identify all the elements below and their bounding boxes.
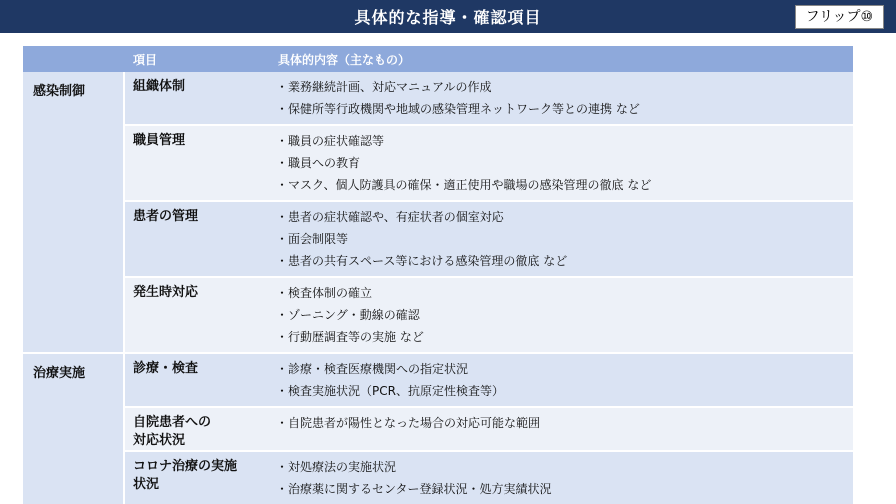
content-cell [270, 406, 853, 450]
flip-badge: フリップ⑩ [795, 5, 884, 29]
header-content: 具体的内容（主なもの） [270, 46, 853, 72]
item-cell: 職員管理 [125, 124, 270, 200]
content-cell [270, 352, 853, 406]
page-title: 具体的な指導・確認項目 [354, 8, 542, 27]
item-cell [125, 450, 270, 504]
table-row [23, 352, 853, 406]
content-line: ・ゾーニング・動線の確認 [276, 308, 420, 322]
content-line: ・職員の症状確認等 [276, 134, 385, 148]
content-line: ・自院患者が陽性となった場合の対応可能な範囲 [276, 416, 541, 430]
header-category [23, 46, 125, 72]
table-row [23, 200, 853, 276]
header-item: 項目 [125, 46, 270, 72]
category-cell: 治療実施 [23, 352, 125, 504]
table-row [23, 124, 853, 200]
item-cell: 診療・検査 [125, 352, 270, 406]
content-line: ・患者の共有スペース等における感染管理の徹底 など [276, 254, 568, 268]
item-cell: 組織体制 [125, 72, 270, 124]
item-line: 自院患者への [133, 415, 212, 430]
table-row [23, 406, 853, 450]
content-cell [270, 72, 853, 124]
content-line: ・検査実施状況（PCR、抗原定性検査等） [276, 384, 504, 398]
table-row [23, 276, 853, 352]
check-items-table [23, 46, 853, 504]
item-line: 状況 [133, 477, 160, 492]
content-line: ・検査体制の確立 [276, 286, 373, 300]
content-line: ・職員への教育 [276, 156, 361, 170]
table-header-row [23, 46, 853, 72]
content-cell [270, 124, 853, 200]
content-line: ・患者の症状確認や、有症状者の個室対応 [276, 210, 504, 224]
item-line: 対応状況 [133, 433, 186, 448]
content-cell [270, 200, 853, 276]
title-bar [0, 0, 896, 33]
content-line: ・行動歴調査等の実施 など [276, 330, 424, 344]
item-line: コロナ治療の実施 [133, 459, 238, 474]
item-cell: 患者の管理 [125, 200, 270, 276]
content-cell [270, 450, 853, 504]
content-line: ・マスク、個人防護具の確保・適正使用や職場の感染管理の徹底 など [276, 178, 652, 192]
content-line: ・診療・検査医療機関への指定状況 [276, 362, 469, 376]
category-cell: 感染制御 [23, 72, 125, 352]
content-line: ・治療薬に関するセンター登録状況・処方実績状況 [276, 482, 552, 496]
content-line: ・業務継続計画、対応マニュアルの作成 [276, 80, 492, 94]
item-cell: 発生時対応 [125, 276, 270, 352]
content-cell [270, 276, 853, 352]
content-line: ・面会制限等 [276, 232, 349, 246]
table-row [23, 72, 853, 124]
item-cell [125, 406, 270, 450]
content-line: ・対処療法の実施状況 [276, 460, 397, 474]
table-row [23, 450, 853, 504]
content-line: ・保健所等行政機関や地域の感染管理ネットワーク等との連携 など [276, 102, 640, 116]
